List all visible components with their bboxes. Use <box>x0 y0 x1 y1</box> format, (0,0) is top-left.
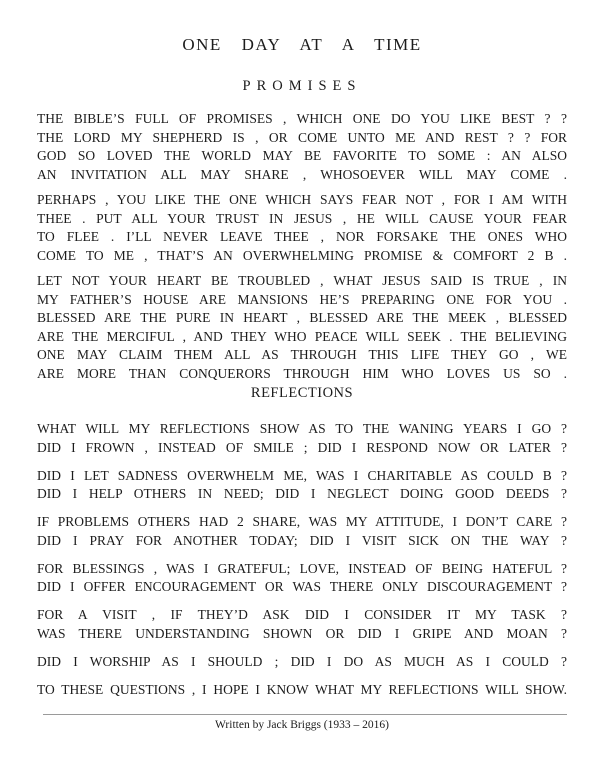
poem-line: THEE . PUT ALL YOUR TRUST IN JESUS , HE WILL CAUSE YOUR FEAR <box>37 210 567 226</box>
poem-line: THE LORD MY SHEPHERD IS , OR COME UNTO ME AND REST ? ? FOR <box>37 129 567 145</box>
poem-line: DID I FROWN , INSTEAD OF SMILE ; DID I RESPOND NOW OR LATER ? <box>37 439 567 455</box>
poem-line: THE BIBLE’S FULL OF PROMISES , WHICH ONE DO YOU LIKE BEST ? ? <box>37 111 567 126</box>
poem-line: MY FATHER’S HOUSE ARE MANSIONS HE’S PREPARING ONE FOR YOU . <box>37 291 567 307</box>
reflections-stanza-5 <box>37 606 567 643</box>
poem-line: FOR BLESSINGS , WAS I GRATEFUL; LOVE, INSTEAD OF BEING HATEFUL ? <box>37 560 567 576</box>
poem-line: ARE THE MERCIFUL , AND THEY WHO PEACE WILL SEEK . THE BELIEVING <box>37 328 567 344</box>
poem-line: DID I WORSHIP AS I SHOULD ; DID I DO AS MUCH AS I COULD ? <box>37 653 567 669</box>
poem-line: ONE MAY CLAIM THEM ALL AS THROUGH THIS LIFE THEY GO , WE <box>37 347 567 362</box>
poem-line: GOD SO LOVED THE WORLD MAY BE FAVORITE TO SOME : AN ALSO <box>37 148 567 163</box>
poem-line: BLESSED ARE THE PURE IN HEART , BLESSED ARE THE MEEK , BLESSED <box>37 310 567 325</box>
poem-line: WAS THERE UNDERSTANDING SHOWN OR DID I GRIPE AND MOAN ? <box>37 625 567 641</box>
poem-line: DID I HELP OTHERS IN NEED; DID I NEGLECT DOING GOOD DEEDS ? <box>37 486 567 501</box>
footer-rule <box>43 714 567 715</box>
poem-line: COME TO ME , THAT’S AN OVERWHELMING PROMISE & COMFORT 2 B . <box>37 247 567 263</box>
poem-line: FOR A VISIT , IF THEY’D ASK DID I CONSIDER IT MY TASK ? <box>37 607 567 622</box>
poem-line: DID I PRAY FOR ANOTHER TODAY; DID I VISIT SICK ON THE WAY ? <box>37 532 567 548</box>
promises-stanza-2 <box>37 191 567 265</box>
poem-line: AN INVITATION ALL MAY SHARE , WHOSOEVER WILL MAY COME . <box>37 166 567 182</box>
poem-line: WHAT WILL MY REFLECTIONS SHOW AS TO THE WANING YEARS I GO ? <box>37 421 567 436</box>
poem-line: TO THESE QUESTIONS , I HOPE I KNOW WHAT MY REFLECTIONS WILL SHOW. <box>37 681 567 697</box>
reflections-stanza-7 <box>37 681 567 700</box>
page-footer <box>37 714 567 734</box>
poem-line: PERHAPS , YOU LIKE THE ONE WHICH SAYS FEAR NOT , FOR I AM WITH <box>37 192 567 207</box>
document-title: ONE DAY AT A TIME <box>182 35 422 54</box>
section-heading-reflections: REFLECTIONS <box>250 385 354 401</box>
poem-line: ARE MORE THAN CONQUERORS THROUGH HIM WHO LOVES US SO . <box>37 365 567 381</box>
section-heading-promises: PROMISES <box>242 78 362 94</box>
promises-stanza-1 <box>37 110 567 184</box>
poem-line: DID I OFFER ENCOURAGEMENT OR WAS THERE ONLY DISCOURAGEMENT ? <box>37 579 567 594</box>
reflections-stanza-4 <box>37 560 567 597</box>
reflections-stanza-6 <box>37 653 567 672</box>
poem-line: IF PROBLEMS OTHERS HAD 2 SHARE, WAS MY ATTITUDE, I DON’T CARE ? <box>37 514 567 529</box>
promises-stanza-3 <box>37 272 567 383</box>
reflections-stanza-2 <box>37 467 567 504</box>
reflections-stanza-3 <box>37 513 567 550</box>
poem-line: LET NOT YOUR HEART BE TROUBLED , WHAT JESUS SAID IS TRUE , IN <box>37 273 567 288</box>
reflections-stanza-1 <box>37 420 567 457</box>
poem-line: TO FLEE . I’LL NEVER LEAVE THEE , NOR FORSAKE THE ONES WHO <box>37 229 567 244</box>
poem-line: DID I LET SADNESS OVERWHELM ME, WAS I CHARITABLE AS COULD B ? <box>37 467 567 483</box>
footer-credit: Written by Jack Briggs (1933 – 2016) <box>215 719 389 731</box>
